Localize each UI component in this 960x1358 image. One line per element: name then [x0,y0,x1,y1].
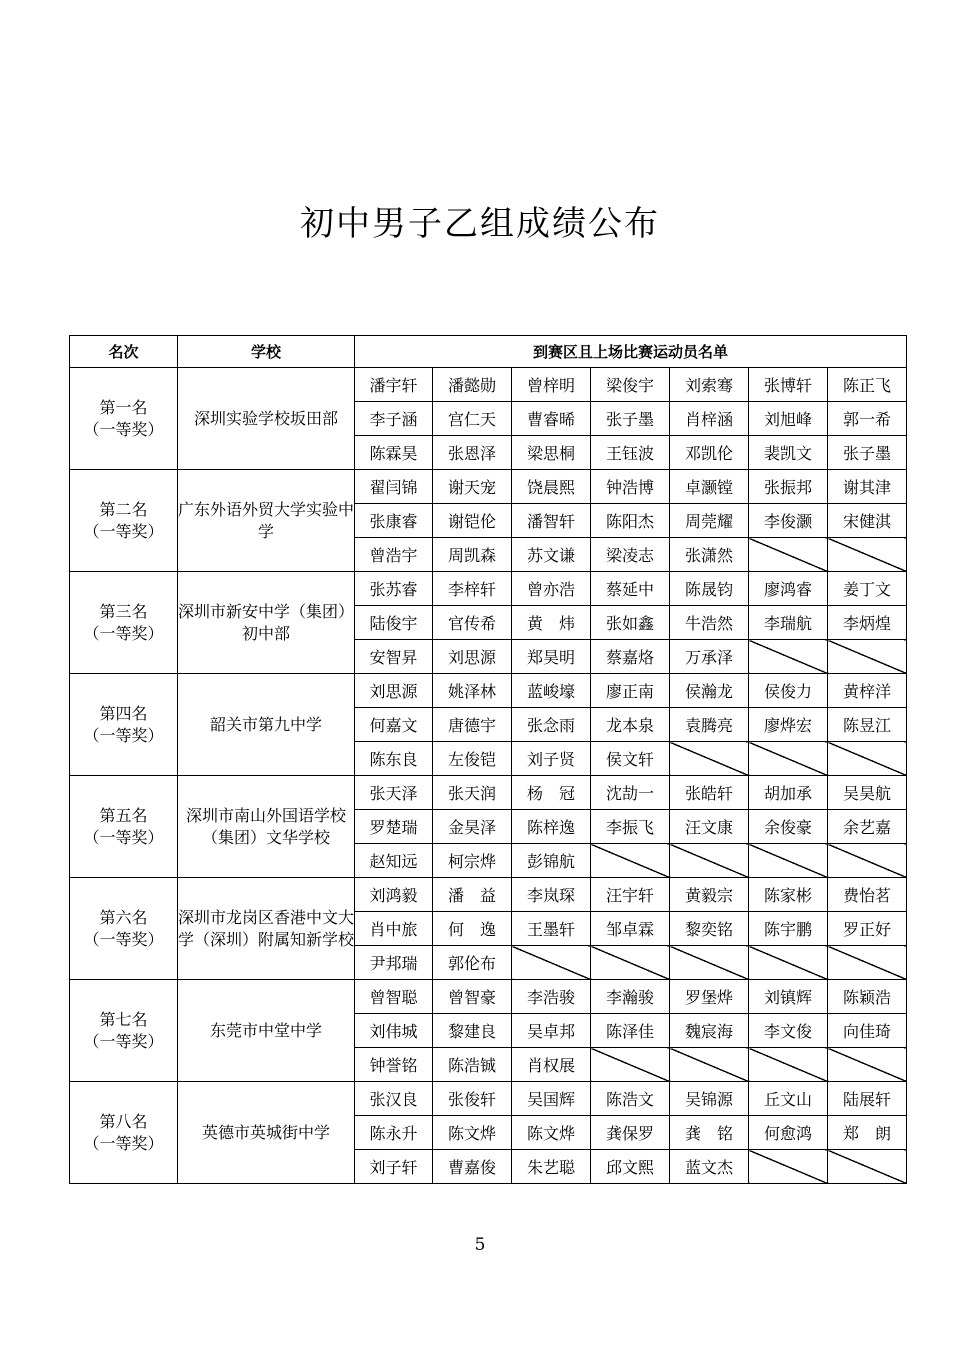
athlete-name: 邹卓霖 [591,912,670,946]
athlete-name: 陈泽佳 [591,1014,670,1048]
table-row [70,572,907,606]
athlete-name: 裴凯文 [749,436,828,470]
rank-cell [70,674,178,776]
empty-slot [670,844,749,878]
athlete-name: 刘思源 [355,674,433,708]
athlete-name: 陈永升 [355,1116,433,1150]
athlete-name: 张苏睿 [355,572,433,606]
athlete-name: 丘文山 [749,1082,828,1116]
athlete-name: 曹嘉俊 [433,1150,512,1184]
athlete-name: 宫仁天 [433,402,512,436]
athlete-name: 罗正好 [828,912,907,946]
athlete-name: 龚保罗 [591,1116,670,1150]
athlete-name: 吴锦源 [670,1082,749,1116]
athlete-name: 张恩泽 [433,436,512,470]
athlete-name: 肖权展 [512,1048,591,1082]
athlete-name: 姚泽林 [433,674,512,708]
athlete-name: 潘懿勋 [433,368,512,402]
rank-label: 第六名 [99,907,148,927]
school-name: 东莞市中堂中学 [178,980,355,1082]
athlete-name: 潘智轩 [512,504,591,538]
athlete-name: 李岚琛 [512,878,591,912]
athlete-name: 侯俊力 [749,674,828,708]
athlete-name: 潘宇轩 [355,368,433,402]
athlete-name: 刘思源 [433,640,512,674]
athlete-name: 张子墨 [828,436,907,470]
athlete-name: 刘伟城 [355,1014,433,1048]
athlete-name: 侯瀚龙 [670,674,749,708]
athlete-name: 刘索骞 [670,368,749,402]
empty-slot [749,742,828,776]
athlete-name: 黎奕铭 [670,912,749,946]
athlete-name: 邱文熙 [591,1150,670,1184]
athlete-name: 张如鑫 [591,606,670,640]
athlete-name: 郭一希 [828,402,907,436]
table-row [70,878,907,912]
athlete-name: 沈劼一 [591,776,670,810]
empty-slot [828,1150,907,1184]
athlete-name: 官传希 [433,606,512,640]
athlete-name: 蓝文杰 [670,1150,749,1184]
athlete-name: 余俊豪 [749,810,828,844]
athlete-name: 陈阳杰 [591,504,670,538]
athlete-name: 陈文烨 [512,1116,591,1150]
athlete-name: 张俊轩 [433,1082,512,1116]
empty-slot [591,946,670,980]
athlete-name: 蔡延中 [591,572,670,606]
athlete-name: 张潇然 [670,538,749,572]
athlete-name: 曹睿晞 [512,402,591,436]
athlete-name: 陆俊宇 [355,606,433,640]
table-row [70,776,907,810]
athlete-name: 汪文康 [670,810,749,844]
athlete-name: 魏宸海 [670,1014,749,1048]
athlete-name: 翟闫锦 [355,470,433,504]
athlete-name: 牛浩然 [670,606,749,640]
table-row [70,368,907,402]
table-row [70,674,907,708]
rank-label: 第七名 [99,1009,148,1029]
empty-slot [749,946,828,980]
athlete-name: 刘子轩 [355,1150,433,1184]
athlete-name: 金昊泽 [433,810,512,844]
athlete-name: 谢铠伦 [433,504,512,538]
athlete-name: 曾梓明 [512,368,591,402]
rank-cell [70,470,178,572]
athlete-name: 吴昊航 [828,776,907,810]
athlete-name: 苏文谦 [512,538,591,572]
athlete-name: 陈浩文 [591,1082,670,1116]
rank-label: 第一名 [99,397,148,417]
athlete-name: 陈昱江 [828,708,907,742]
athlete-name: 尹邦瑞 [355,946,433,980]
athlete-name: 张博轩 [749,368,828,402]
athlete-name: 蓝峻壕 [512,674,591,708]
athlete-name: 陈梓逸 [512,810,591,844]
athlete-name: 何 逸 [433,912,512,946]
athlete-name: 肖中旅 [355,912,433,946]
rank-cell [70,776,178,878]
table-row [70,980,907,1014]
rank-label: 第四名 [99,703,148,723]
athlete-name: 谢其津 [828,470,907,504]
athlete-name: 张念雨 [512,708,591,742]
athlete-name: 饶晨熙 [512,470,591,504]
empty-slot [828,742,907,776]
athlete-name: 张天泽 [355,776,433,810]
athlete-name: 李文俊 [749,1014,828,1048]
athlete-name: 左俊铠 [433,742,512,776]
athlete-name: 汪宇轩 [591,878,670,912]
athlete-name: 陈宇鹏 [749,912,828,946]
athlete-name: 陈正飞 [828,368,907,402]
athlete-name: 周凯森 [433,538,512,572]
athlete-name: 张天润 [433,776,512,810]
rank-cell [70,572,178,674]
rank-cell [70,368,178,470]
athlete-name: 袁腾亮 [670,708,749,742]
athlete-name: 陈文烨 [433,1116,512,1150]
empty-slot [828,844,907,878]
empty-slot [828,946,907,980]
athlete-name: 刘镇辉 [749,980,828,1014]
page-title: 初中男子乙组成绩公布 [300,204,660,244]
athlete-name: 陈浩铖 [433,1048,512,1082]
award-label: （一等奖） [83,1031,164,1051]
athletes-header: 到赛区且上场比赛运动员名单 [355,336,907,368]
award-label: （一等奖） [83,419,164,439]
athlete-name: 廖烨宏 [749,708,828,742]
athlete-name: 何愈鸿 [749,1116,828,1150]
empty-slot [828,538,907,572]
header-row [70,336,907,368]
empty-slot [749,640,828,674]
school-name: 深圳市南山外国语学校（集团）文华学校 [178,776,355,878]
empty-slot [749,1150,828,1184]
athlete-name: 杨 冠 [512,776,591,810]
athlete-name: 潘 益 [433,878,512,912]
athlete-name: 余艺嘉 [828,810,907,844]
athlete-name: 胡加承 [749,776,828,810]
rank-label: 第八名 [99,1111,148,1131]
athlete-name: 李俊灏 [749,504,828,538]
athlete-name: 郭伦布 [433,946,512,980]
athlete-name: 彭锦航 [512,844,591,878]
athlete-name: 王钰波 [591,436,670,470]
athlete-name: 李炳煌 [828,606,907,640]
school-name: 韶关市第九中学 [178,674,355,776]
athlete-name: 吴卓邦 [512,1014,591,1048]
athlete-name: 李瀚骏 [591,980,670,1014]
athlete-name: 吴国辉 [512,1082,591,1116]
athlete-name: 张康睿 [355,504,433,538]
athlete-name: 刘旭峰 [749,402,828,436]
athlete-name: 费怡茗 [828,878,907,912]
athlete-name: 郑昊明 [512,640,591,674]
results-table [69,335,907,1184]
school-name: 广东外语外贸大学实验中学 [178,470,355,572]
athlete-name: 谢天宠 [433,470,512,504]
award-label: （一等奖） [83,929,164,949]
athlete-name: 龙本泉 [591,708,670,742]
athlete-name: 肖梓涵 [670,402,749,436]
empty-slot [828,640,907,674]
athlete-name: 姜丁文 [828,572,907,606]
rank-cell [70,878,178,980]
athlete-name: 黎建良 [433,1014,512,1048]
rank-label: 第二名 [99,499,148,519]
award-label: （一等奖） [83,725,164,745]
athlete-name: 陈晟钧 [670,572,749,606]
athlete-name: 张振邦 [749,470,828,504]
athlete-name: 黄 炜 [512,606,591,640]
empty-slot [670,742,749,776]
athlete-name: 曾亦浩 [512,572,591,606]
athlete-name: 梁思桐 [512,436,591,470]
athlete-name: 向佳琦 [828,1014,907,1048]
rank-label: 第五名 [99,805,148,825]
athlete-name: 李瑞航 [749,606,828,640]
empty-slot [512,946,591,980]
empty-slot [591,1048,670,1082]
athlete-name: 曾智豪 [433,980,512,1014]
rank-label: 第三名 [99,601,148,621]
athlete-name: 罗堡烨 [670,980,749,1014]
athlete-name: 陆展轩 [828,1082,907,1116]
empty-slot [749,1048,828,1082]
empty-slot [749,844,828,878]
athlete-name: 万承泽 [670,640,749,674]
award-label: （一等奖） [83,827,164,847]
athlete-name: 李振飞 [591,810,670,844]
school-header: 学校 [178,336,355,368]
empty-slot [670,946,749,980]
athlete-name: 张子墨 [591,402,670,436]
athlete-name: 陈家彬 [749,878,828,912]
athlete-name: 刘子贤 [512,742,591,776]
athlete-name: 赵知远 [355,844,433,878]
athlete-name: 刘鸿毅 [355,878,433,912]
athlete-name: 李浩骏 [512,980,591,1014]
table-row [70,470,907,504]
athlete-name: 何嘉文 [355,708,433,742]
athlete-name: 郑 朗 [828,1116,907,1150]
school-name: 深圳实验学校坂田部 [178,368,355,470]
athlete-name: 黄毅宗 [670,878,749,912]
school-name: 深圳市新安中学（集团）初中部 [178,572,355,674]
rank-header: 名次 [70,336,178,368]
athlete-name: 廖正南 [591,674,670,708]
athlete-name: 唐德宇 [433,708,512,742]
award-label: （一等奖） [83,521,164,541]
athlete-name: 曾智聪 [355,980,433,1014]
page-number: 5 [474,1235,486,1255]
athlete-name: 陈东良 [355,742,433,776]
athlete-name: 侯文轩 [591,742,670,776]
athlete-name: 龚 铭 [670,1116,749,1150]
table-row [70,1082,907,1116]
rank-cell [70,1082,178,1184]
athlete-name: 安智昇 [355,640,433,674]
athlete-name: 黄梓洋 [828,674,907,708]
athlete-name: 陈霖昊 [355,436,433,470]
athlete-name: 张皓轩 [670,776,749,810]
athlete-name: 李梓轩 [433,572,512,606]
athlete-name: 蔡嘉烙 [591,640,670,674]
athlete-name: 钟誉铭 [355,1048,433,1082]
athlete-name: 曾浩宇 [355,538,433,572]
athlete-name: 陈颖浩 [828,980,907,1014]
athlete-name: 周莞耀 [670,504,749,538]
empty-slot [591,844,670,878]
empty-slot [828,1048,907,1082]
rank-cell [70,980,178,1082]
athlete-name: 梁俊宇 [591,368,670,402]
school-name: 深圳市龙岗区香港中文大学（深圳）附属知新学校 [178,878,355,980]
athlete-name: 罗楚瑞 [355,810,433,844]
athlete-name: 钟浩博 [591,470,670,504]
athlete-name: 柯宗烨 [433,844,512,878]
athlete-name: 卓灏镗 [670,470,749,504]
empty-slot [749,538,828,572]
athlete-name: 张汉良 [355,1082,433,1116]
athlete-name: 宋健淇 [828,504,907,538]
award-label: （一等奖） [83,1133,164,1153]
athlete-name: 廖鸿睿 [749,572,828,606]
award-label: （一等奖） [83,623,164,643]
athlete-name: 朱艺聪 [512,1150,591,1184]
athlete-name: 邓凯伦 [670,436,749,470]
athlete-name: 李子涵 [355,402,433,436]
school-name: 英德市英城街中学 [178,1082,355,1184]
empty-slot [670,1048,749,1082]
athlete-name: 王墨轩 [512,912,591,946]
athlete-name: 梁凌志 [591,538,670,572]
